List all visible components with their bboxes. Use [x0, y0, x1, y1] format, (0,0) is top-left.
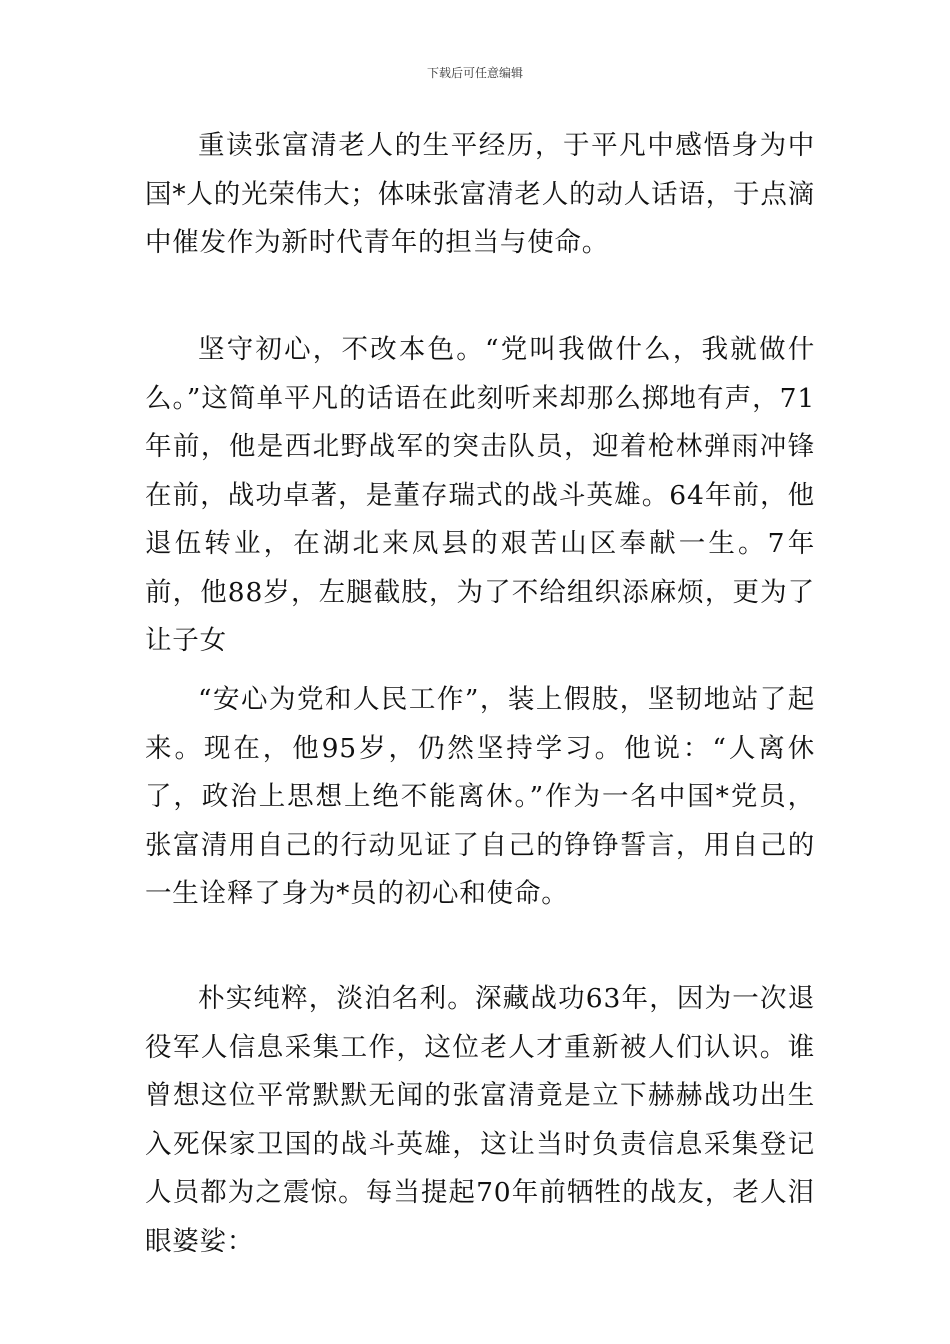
- paragraph-4: 朴实纯粹，淡泊名利。深藏战功63年，因为一次退役军人信息采集工作，这位老人才重新被人们认识。谁曾想这位平常默默无闻的张富清竟是立下赫赫战功出生入死保家卫国的战斗英雄，这让当时负责信息采集登记人员都为之震惊。每当提起70年前牺牲的战友，老人泪眼婆娑：: [145, 983, 815, 1257]
- paragraph-1: 重读张富清老人的生平经历，于平凡中感悟身为中国*人的光荣伟大；体味张富清老人的动人话语，于点滴中催发作为新时代青年的担当与使命。: [145, 130, 815, 258]
- paragraph-3: “安心为党和人民工作”，装上假肢，坚韧地站了起来。现在，他95岁，仍然坚持学习。他说：“人离休了，政治上思想上绝不能离休。”作为一名中国*党员，张富清用自己的行动见证了自己的铮铮誓言，用自己的一生诠释了身为*员的初心和使命。: [145, 684, 815, 909]
- page-header: 下载后可任意编辑: [426, 66, 523, 80]
- paragraph-2: 坚守初心，不改本色。“党叫我做什么，我就做什么。”这简单平凡的话语在此刻听来却那么掷地有声，71年前，他是西北野战军的突击队员，迎着枪林弹雨冲锋在前，战功卓著，是董存瑞式的战斗英雄。64年前，他退伍转业，在湖北来凤县的艰苦山区奉献一生。7年前，他88岁，左腿截肢，为了不给组织添麻烦，更为了让子女: [145, 334, 815, 656]
